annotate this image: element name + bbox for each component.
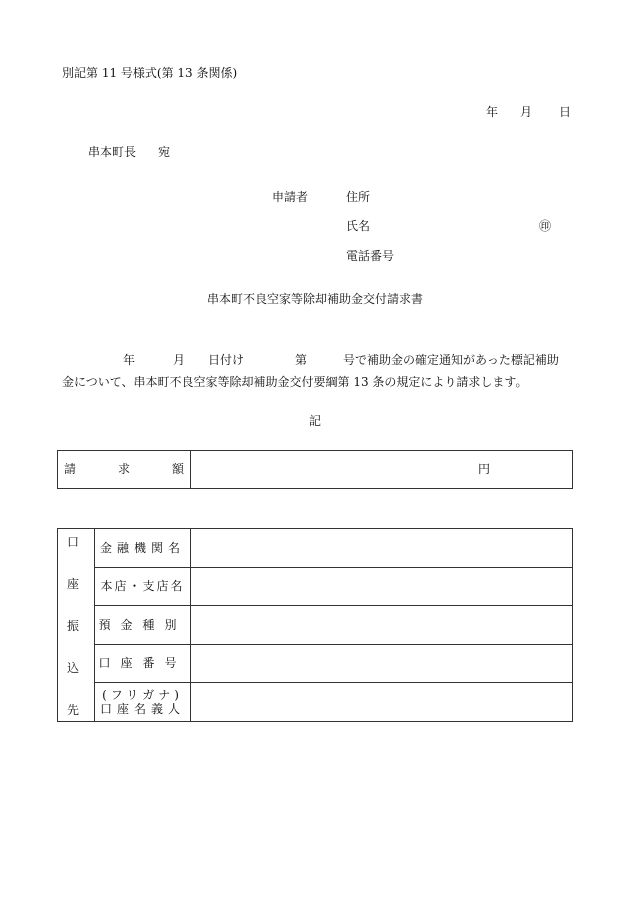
bank-name-label: 金融機関名 [95, 529, 191, 568]
addressee-name: 串本町長 [88, 145, 137, 159]
phone-label: 電話番号 [346, 249, 395, 263]
account-holder-name-label: 口座名義人 [99, 702, 185, 717]
vertical-char: 振 [67, 619, 80, 633]
body-month: 月 [173, 353, 186, 367]
account-holder-field[interactable] [191, 683, 573, 722]
amount-label-char: 額 [172, 462, 185, 476]
applicant-label: 申請者 [272, 190, 309, 204]
body-dated: 日付け [208, 353, 245, 367]
document-title: 串本町不良空家等除却補助金交付請求書 [206, 292, 423, 306]
date-year: 年 [486, 105, 499, 119]
bank-table [57, 528, 573, 722]
seal-mark: ㊞ [539, 219, 552, 233]
amount-label-char: 請 [64, 462, 77, 476]
vertical-char: 口 [67, 535, 80, 549]
body-number-prefix: 第 [295, 353, 308, 367]
amount-input-cell[interactable] [191, 451, 573, 489]
amount-label-char: 求 [118, 462, 131, 476]
amount-unit: 円 [478, 462, 491, 476]
addressee-suffix: 宛 [158, 145, 171, 159]
branch-name-label: 本店・支店名 [95, 567, 191, 606]
account-number-label: 口座番号 [95, 644, 191, 683]
vertical-char: 込 [67, 661, 80, 675]
ki-heading: 記 [308, 414, 321, 428]
body-line1-rest: 号で補助金の確定通知があった標記補助 [343, 353, 559, 367]
bank-name-field[interactable] [191, 529, 573, 568]
date-month: 月 [520, 105, 533, 119]
vertical-char: 座 [67, 577, 80, 591]
account-holder-label [95, 683, 191, 722]
account-type-label: 預金種別 [95, 606, 191, 645]
addressee [88, 145, 170, 159]
body-line-2: 金について、串本町不良空家等除却補助金交付要綱第 13 条の規定により請求します。 [62, 375, 528, 389]
account-number-field[interactable] [191, 644, 573, 683]
furigana-label: (フリガナ) [102, 687, 183, 702]
amount-label-cell [58, 451, 191, 489]
bank-vertical-label [58, 529, 95, 722]
account-type-field[interactable] [191, 606, 573, 645]
form-number: 別記第 11 号様式(第 13 条関係) [62, 66, 238, 80]
amount-table [57, 450, 573, 489]
branch-name-field[interactable] [191, 567, 573, 606]
vertical-char: 先 [67, 703, 80, 717]
name-label: 氏名 [346, 219, 371, 233]
address-label: 住所 [346, 190, 371, 204]
body-year: 年 [123, 353, 136, 367]
date-day: 日 [559, 105, 572, 119]
